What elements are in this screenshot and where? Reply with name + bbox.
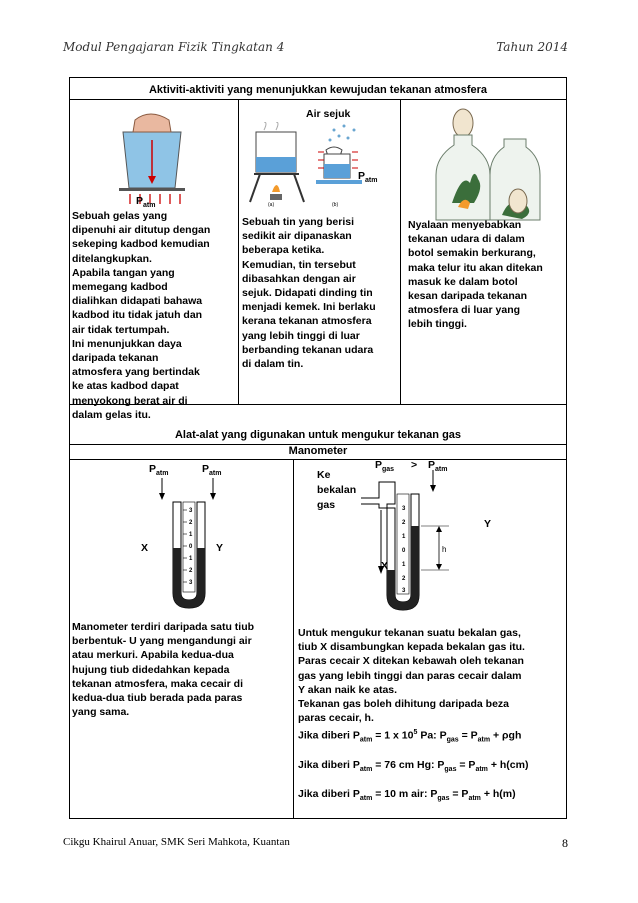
content-table xyxy=(69,77,567,819)
col2-description: Sebuah tin yang berisi sedikit air dipanaskan beberapa ketika. Kemudian, tin tersebut dibasahkan dengan air sejuk. Didapati dinding tin menjadi kemek. Ini berlaku kerana tekanan atmosfera yang lebih tinggi di luar berbanding tekanan udara di dalam tin. xyxy=(242,216,376,371)
equation-mair: Jika diberi $P_{atm} = 10$ m air: $P_{gas} = P_{atm} + h(m)$ xyxy=(298,788,516,803)
page-footer xyxy=(63,836,568,854)
tick-label: 2 xyxy=(189,520,193,526)
patm-label-right: $P_{atm}$ xyxy=(428,459,448,474)
divider xyxy=(70,459,566,460)
tick-label: 3 xyxy=(189,508,193,514)
section2-subtitle: Manometer xyxy=(288,445,348,457)
x-label-right: X xyxy=(381,560,389,572)
equation-pa: Jika diberi $P_{atm} = 1$ x $10^5$ Pa: $P_{gas} = P_{atm} + \rho gh$ xyxy=(298,729,522,744)
patm-label-can: $P_{atm}$ xyxy=(358,170,378,185)
tick-label: 0 xyxy=(189,544,193,550)
h-label: h xyxy=(442,545,447,554)
tick-label: 1 xyxy=(189,532,193,538)
divider xyxy=(293,459,294,819)
page-number: 8 xyxy=(562,836,568,850)
header-year: Tahun 2014 xyxy=(496,40,568,54)
divider xyxy=(70,404,566,405)
greater-than: > xyxy=(411,459,418,471)
fig-b-label: (b) xyxy=(332,202,339,207)
tick-label: 2 xyxy=(402,576,406,582)
u-tube-manometer-right xyxy=(359,470,469,620)
fig-a-label: (a) xyxy=(268,202,275,207)
gas-supply-label: Ke bekalan gas xyxy=(317,469,357,511)
tick-label: 2 xyxy=(402,520,406,526)
tick-label: 3 xyxy=(402,506,406,512)
x-label-left: X xyxy=(141,542,149,554)
air-sejuk-label: Air sejuk xyxy=(306,108,351,120)
y-label-left: Y xyxy=(216,542,224,554)
pgas-label: $P_{gas}$ xyxy=(375,459,395,474)
page-header xyxy=(63,40,568,58)
tick-label: 1 xyxy=(402,534,406,540)
y-label-right: Y xyxy=(484,518,492,530)
section1-title: Aktiviti-aktiviti yang menunjukkan kewujudan tekanan atmosfera xyxy=(148,84,488,96)
glass-card-figure xyxy=(105,110,200,205)
manometer-left-description: Manometer terdiri daripada satu tiub berbentuk- U yang mengandungi air atau merkuri. Apabila kedua-dua hujung tiub didedahkan kepada tekanan atmosfera, maka cecair di kedua-dua tiub berada pada paras yang sama. xyxy=(72,621,255,719)
divider xyxy=(70,99,566,100)
patm-right-label: $P_{atm}$ xyxy=(202,463,222,478)
tick-label: 1 xyxy=(189,556,193,562)
tick-label: 1 xyxy=(402,562,406,568)
tick-label: 3 xyxy=(189,580,193,586)
heated-can-figure xyxy=(244,122,384,207)
footer-author: Cikgu Khairul Anuar, SMK Seri Mahkota, Kuantan xyxy=(63,836,290,848)
divider xyxy=(238,99,239,404)
patm-label: $P_{atm}$ xyxy=(136,195,156,210)
egg-bottle-figure xyxy=(430,103,550,223)
manometer-right-description: Untuk mengukur tekanan suatu bekalan gas, tiub X disambungkan kepada bekalan gas itu. Paras cecair X ditekan kebawah oleh tekanan gas yang lebih tinggi dan paras cecair dalam Y akan naik ke atas. Tekanan gas boleh dihitung daripada beza paras cecair, h. xyxy=(298,627,525,725)
tick-label: 3 xyxy=(402,588,406,594)
col3-description: Nyalaan menyebabkan tekanan udara di dalam botol semakin berkurang, maka telur itu akan ditekan masuk ke dalam botol kesan daripada tekanan atmosfera di luar yang lebih tinggi. xyxy=(408,219,543,331)
header-title: Modul Pengajaran Fizik Tingkatan 4 xyxy=(63,40,285,54)
divider xyxy=(400,99,401,404)
section2-title: Alat-alat yang digunakan untuk mengukur tekanan gas xyxy=(174,429,462,441)
col1-description: Sebuah gelas yang dipenuhi air ditutup dengan sekeping kadbod kemudian ditelangkupkan. Apabila tangan yang memegang kadbod dialihkan didapati bahawa kadbod itu tidak jatuh dan air tidak tertumpah. Ini menunjukkan daya daripada tekanan atmosfera yang bertindak ke atas kadbod dapat menyokong berat air di dalam gelas itu. xyxy=(72,210,211,421)
tick-label: 2 xyxy=(189,568,193,574)
tick-label: 0 xyxy=(402,548,406,554)
equation-cmhg: Jika diberi $P_{atm} = 76$ cm Hg: $P_{gas} = P_{atm} + h(cm)$ xyxy=(298,759,529,774)
patm-left-label: $P_{atm}$ xyxy=(149,463,169,478)
